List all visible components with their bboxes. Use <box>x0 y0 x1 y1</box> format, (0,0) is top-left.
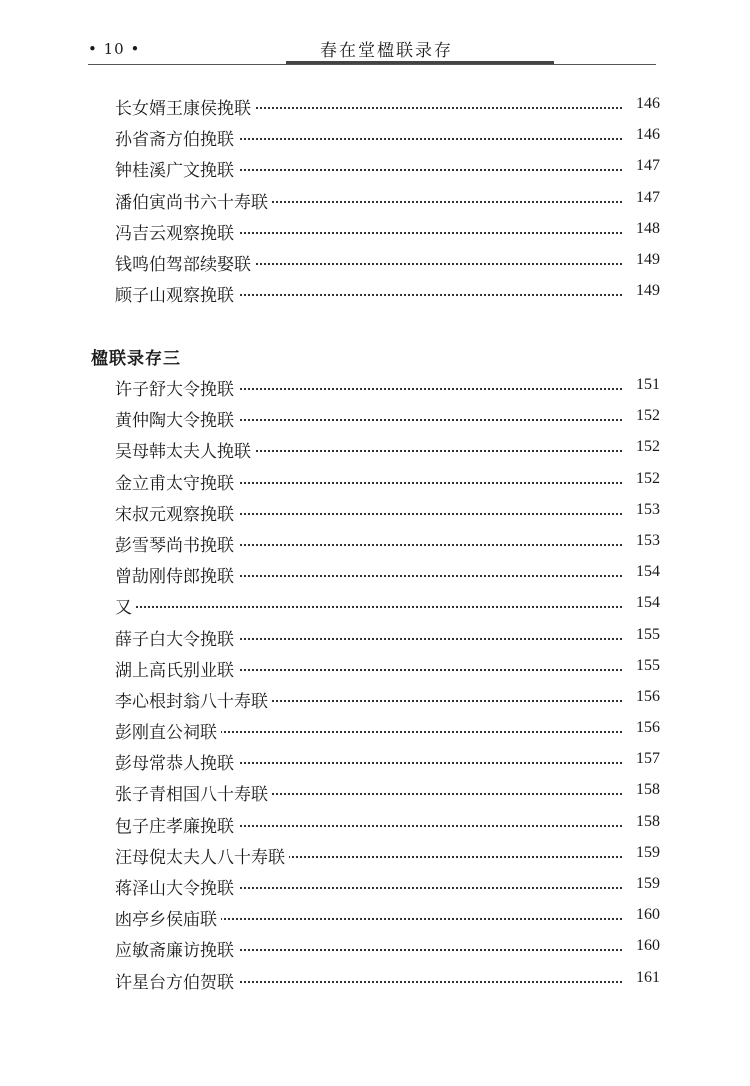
toc-entry-page: 151 <box>622 376 660 394</box>
page-number: • 10 • <box>88 40 141 58</box>
toc-entry-title: 孙省斋方伯挽联 <box>115 125 238 150</box>
toc-entry-page: 154 <box>622 594 660 612</box>
toc-entry-page: 149 <box>622 251 660 269</box>
toc-entry-page: 147 <box>622 189 660 207</box>
toc-entry-title: 包子庄孝廉挽联 <box>115 812 238 837</box>
toc-entry[interactable] <box>0 560 750 591</box>
toc-entry-title: 汪母倪太夫人八十寿联 <box>115 843 289 868</box>
toc-entry-page: 159 <box>622 844 660 862</box>
toc-entry[interactable] <box>0 872 750 903</box>
toc-entry-page: 152 <box>622 470 660 488</box>
toc-entry-page: 152 <box>622 438 660 456</box>
toc-entry-title: 凼亭乡侯庙联 <box>115 905 221 930</box>
toc-entry-title: 湖上高氏别业联 <box>115 656 238 681</box>
toc-entry-page: 149 <box>622 282 660 300</box>
toc-entry-page: 161 <box>622 969 660 987</box>
toc-entry-title: 彭刚直公祠联 <box>115 718 221 743</box>
toc-entry-title: 薛子白大令挽联 <box>115 625 238 650</box>
toc-entry-title: 金立甫太守挽联 <box>115 469 238 494</box>
toc-entry-page: 152 <box>622 407 660 425</box>
running-title: 春在堂楹联录存 <box>320 41 453 61</box>
toc-entry-title: 张子青相国八十寿联 <box>115 780 272 805</box>
toc-entry[interactable] <box>0 498 750 529</box>
toc-entry-title: 长女婿王康侯挽联 <box>115 94 255 119</box>
toc-entry-title: 又 <box>115 593 136 618</box>
toc-entry-title: 彭雪琴尚书挽联 <box>115 531 238 556</box>
toc-entry[interactable] <box>0 467 750 498</box>
toc-entry[interactable] <box>0 373 750 404</box>
toc-entry-title: 蒋泽山大令挽联 <box>115 874 238 899</box>
toc-entry-title: 宋叔元观察挽联 <box>115 500 238 525</box>
toc-entry[interactable] <box>0 685 750 716</box>
dot-leader <box>120 606 622 608</box>
toc-entry[interactable] <box>0 966 750 997</box>
toc-entry-page: 146 <box>622 95 660 113</box>
toc-entry-title: 钟桂溪广文挽联 <box>115 156 238 181</box>
toc-entry[interactable] <box>0 934 750 965</box>
toc-entry-title: 潘伯寅尚书六十寿联 <box>115 188 272 213</box>
toc-entry[interactable] <box>0 747 750 778</box>
toc-entry-page: 153 <box>622 501 660 519</box>
toc-entry[interactable] <box>0 123 750 154</box>
toc-entry-page: 158 <box>622 813 660 831</box>
toc-entry-title: 黄仲陶大令挽联 <box>115 406 238 431</box>
toc-entry[interactable] <box>0 186 750 217</box>
toc-entry[interactable] <box>0 841 750 872</box>
toc-entry-page: 158 <box>622 781 660 799</box>
toc-entry-page: 153 <box>622 532 660 550</box>
toc-entry-page: 147 <box>622 157 660 175</box>
toc-entry-page: 148 <box>622 220 660 238</box>
toc-entry[interactable] <box>0 903 750 934</box>
toc-entry-title: 曾劼刚侍郎挽联 <box>115 562 238 587</box>
toc-list-continued <box>0 92 750 310</box>
toc-entry[interactable] <box>0 654 750 685</box>
toc-entry-page: 159 <box>622 875 660 893</box>
toc-entry-title: 许星台方伯贺联 <box>115 968 238 993</box>
toc-entry[interactable] <box>0 591 750 622</box>
toc-entry-page: 155 <box>622 626 660 644</box>
header-rule <box>88 64 656 65</box>
toc-entry-title: 应敏斋廉访挽联 <box>115 936 238 961</box>
toc-entry-page: 154 <box>622 563 660 581</box>
page-header <box>88 36 656 68</box>
toc-entry-title: 彭母常恭人挽联 <box>115 749 238 774</box>
toc-entry-title: 钱鸣伯驾部续娶联 <box>115 250 255 275</box>
section-heading: 楹联录存三 <box>91 349 181 369</box>
toc-entry[interactable] <box>0 810 750 841</box>
toc-entry[interactable] <box>0 154 750 185</box>
toc-entry[interactable] <box>0 92 750 123</box>
toc-entry[interactable] <box>0 716 750 747</box>
toc-entry-title: 许子舒大令挽联 <box>115 375 238 400</box>
toc-entry[interactable] <box>0 248 750 279</box>
toc-entry-title: 李心根封翁八十寿联 <box>115 687 272 712</box>
toc-list-section <box>0 373 750 997</box>
toc-entry-page: 160 <box>622 906 660 924</box>
toc-entry[interactable] <box>0 778 750 809</box>
toc-entry-page: 156 <box>622 719 660 737</box>
toc-entry-page: 155 <box>622 657 660 675</box>
toc-entry[interactable] <box>0 435 750 466</box>
toc-entry-page: 157 <box>622 750 660 768</box>
toc-entry[interactable] <box>0 623 750 654</box>
toc-entry-page: 146 <box>622 126 660 144</box>
toc-entry-title: 吴母韩太夫人挽联 <box>115 437 255 462</box>
toc-entry[interactable] <box>0 529 750 560</box>
toc-entry-page: 156 <box>622 688 660 706</box>
toc-entry[interactable] <box>0 279 750 310</box>
toc-entry[interactable] <box>0 404 750 435</box>
toc-entry-page: 160 <box>622 937 660 955</box>
toc-entry-title: 冯吉云观察挽联 <box>115 219 238 244</box>
toc-entry[interactable] <box>0 217 750 248</box>
toc-entry-title: 顾子山观察挽联 <box>115 281 238 306</box>
